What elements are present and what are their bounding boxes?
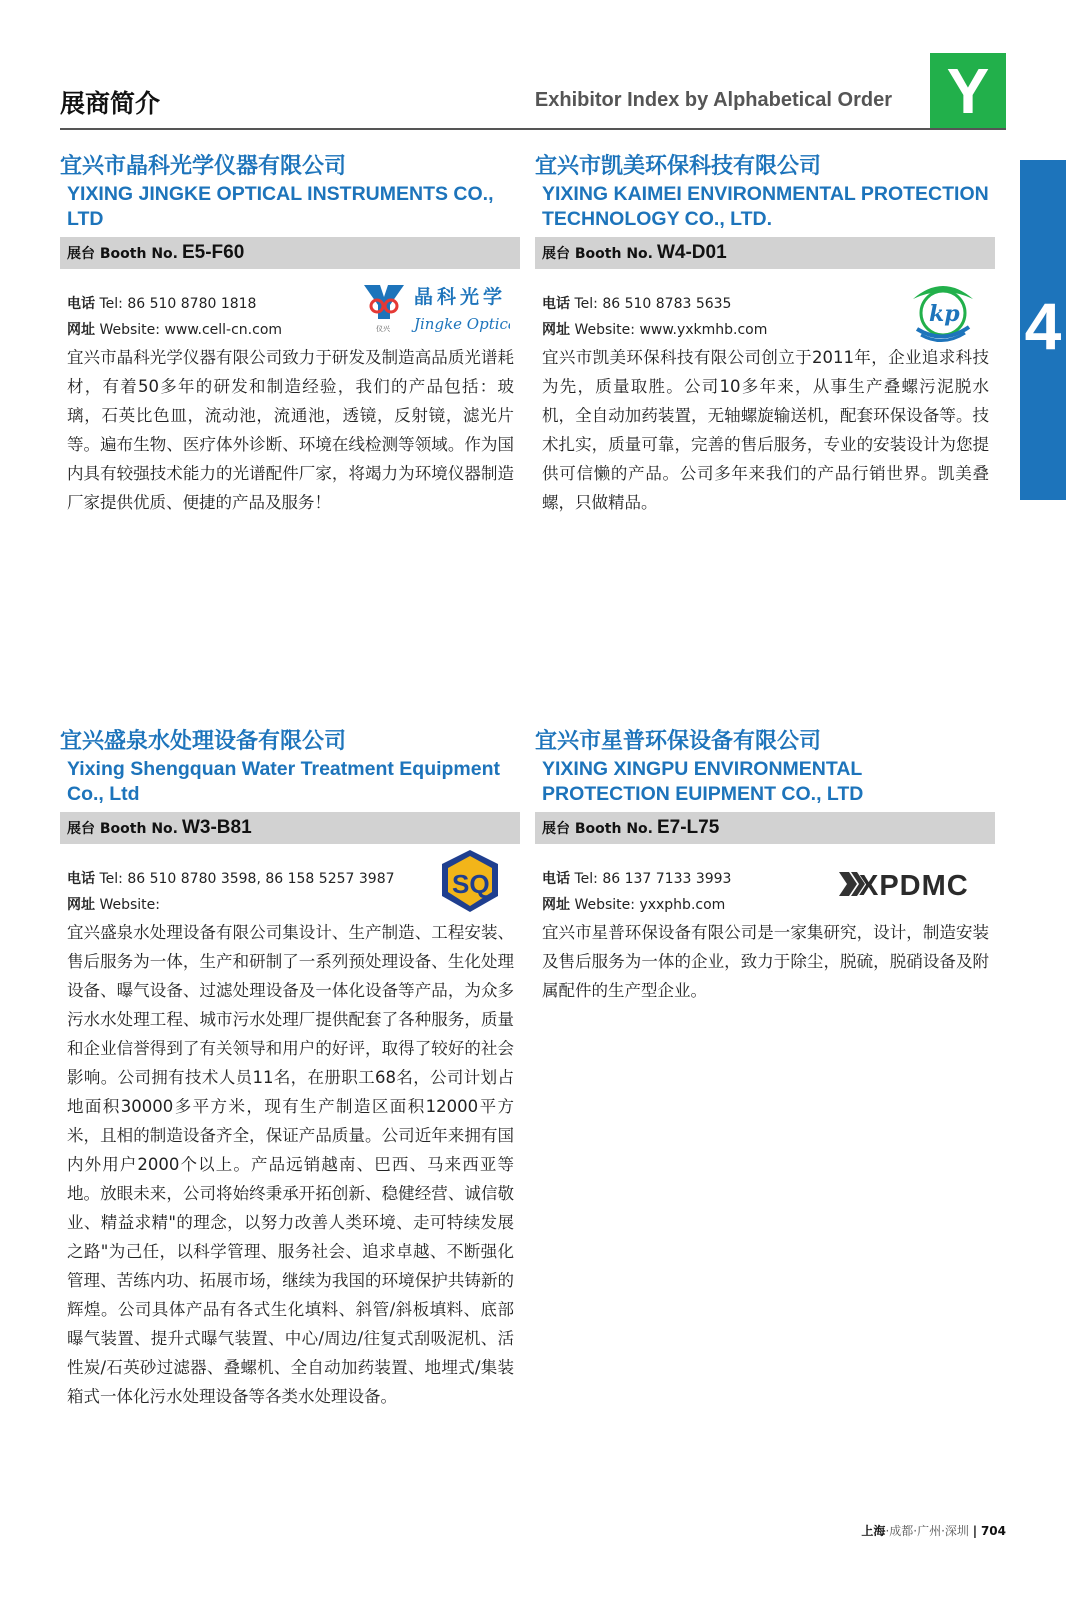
shengquan-logo <box>438 848 502 916</box>
booth-number: W3-B81 <box>181 817 252 838</box>
page-title: 展商简介 <box>60 89 161 118</box>
website-link[interactable]: www.cell-cn.com <box>164 322 283 338</box>
company-description: 宜兴市晶科光学仪器有限公司致力于研发及制造高品质光谱耗材，有着50多年的研发和制造经验，我们的产品包括：玻璃，石英比色皿，流动池，流通池，透镜，反射镜，滤光片等。遍布生物、医疗体外诊断、环境在线检测等领域。作为国内具有较强技术能力的光谱配件厂家，将竭力为环境仪器制造厂家提供优质、便捷的产品及服务！ <box>67 348 514 512</box>
booth-bar: 展台 Booth No. E5-F60 <box>60 237 520 269</box>
booth-bar: 展台 Booth No. W4-D01 <box>535 237 995 269</box>
website-link[interactable]: yxxphb.com <box>639 897 726 913</box>
contact-block <box>535 844 995 918</box>
tel-line: 电话 Tel: 86 510 8780 3598, 86 158 5257 3987 <box>67 871 395 887</box>
contact-block <box>535 269 995 343</box>
website-line: 网址 Website: www.yxkmhb.com <box>542 322 768 338</box>
tel-value: 86 510 8780 1818 <box>127 296 257 312</box>
website-line: 网址 Website: yxxphb.com <box>542 897 726 913</box>
tel-value: 86 137 7133 3993 <box>602 871 732 887</box>
xpdmc-logo-icon <box>837 864 977 904</box>
index-subtitle: Exhibitor Index by Alphabetical Order <box>534 89 892 111</box>
company-name-en: YIXING XINGPU ENVIRONMENTAL PROTECTION EUIPMENT CO., LTD <box>542 758 864 805</box>
tel-line: 电话 Tel: 86 510 8780 1818 <box>67 296 257 312</box>
svg-text:晶科光学: 晶科光学 <box>414 286 507 308</box>
website-line: 网址 Website: <box>67 897 160 913</box>
section-tab <box>1020 160 1066 500</box>
booth-bar: 展台 Booth No. E7-L75 <box>535 812 995 844</box>
shengquan-logo-icon <box>438 848 502 916</box>
exhibitor-card-jingke <box>60 152 520 517</box>
svg-text:kp: kp <box>929 301 960 327</box>
company-name-en: YIXING JINGKE OPTICAL INSTRUMENTS CO., LTD <box>67 183 494 230</box>
website-line: 网址 Website: www.cell-cn.com <box>67 322 283 338</box>
company-description: 宜兴盛泉水处理设备有限公司集设计、生产制造、工程安装、售后服务为一体，生产和研制了一系列预处理设备、生化处理设备、曝气设备、过滤处理设备及一体化设备等产品，为众多污水水处理工程、城市污水处理厂提供配套了各种服务，质量和企业信誉得到了有关领导和用户的好评，取得了较好的社会影响。公司拥有技术人员11名，在册职工68名，公司计划占地面积30000多平方米，现有生产制造区面积12000平方米，且相的制造设备齐全，保证产品质量。公司近年来拥有国内外用户2000个以上。产品远销越南、巴西、马来西亚等地。放眼未来，公司将始终秉承开拓创新、稳健经营、诚信敬业、精益求精"的理念，以努力改善人类环境、走可特续发展之路"为己任，以科学管理、服务社会、追求卓越、不断强化管理、苦练内功、拓展市场，继续为我国的环境保护共铸新的辉煌。公司具体产品有各式生化填料、斜管/斜板填料、底部曝气装置、提升式曝气装置、中心/周边/往复式刮吸泥机、活性炭/石英砂过滤器、叠螺机、全自动加药装置、地埋式/集装箱式一体化污水处理设备等各类水处理设备。 <box>67 923 514 1406</box>
booth-number: E7-L75 <box>656 817 720 838</box>
booth-number: E5-F60 <box>181 242 245 263</box>
footer-cities: ·成都·广州·深圳 <box>885 1524 969 1538</box>
xpdmc-logo <box>837 864 977 904</box>
tel-value: 86 510 8780 3598, 86 158 5257 3987 <box>127 871 395 887</box>
svg-text:SQ: SQ <box>452 869 490 899</box>
company-description: 宜兴市星普环保设备有限公司是一家集研究，设计，制造安装及售后服务为一体的企业，致力于除尘，脱硫，脱硝设备及附属配件的生产型企业。 <box>542 923 989 1000</box>
company-description: 宜兴市凯美环保科技有限公司创立于2011年，企业追求科技为先，质量取胜。公司10多年来，从事生产叠螺污泥脱水机，全自动加药装置，无轴螺旋输送机，配套环保设备等。技术扎实，质量可靠，完善的售后服务，专业的安装设计为您提供可信懒的产品。公司多年来我们的产品行销世界。凯美叠螺，只做精品。 <box>542 348 989 512</box>
company-name-cn: 宜兴盛泉水处理设备有限公司 <box>60 729 347 754</box>
jingke-logo-icon <box>360 279 510 335</box>
svg-text:仪兴: 仪兴 <box>376 325 390 333</box>
tel-line: 电话 Tel: 86 137 7133 3993 <box>542 871 732 887</box>
booth-bar: 展台 Booth No. W3-B81 <box>60 812 520 844</box>
header-divider <box>60 128 1006 130</box>
contact-block <box>60 844 520 918</box>
exhibitor-card-kaimei <box>535 152 995 517</box>
section-number: 4 <box>1024 289 1062 363</box>
kaimei-logo <box>907 273 979 343</box>
page-number: 704 <box>980 1524 1006 1538</box>
tel-value: 86 510 8783 5635 <box>602 296 732 312</box>
contact-block <box>60 269 520 343</box>
company-name-cn: 宜兴市晶科光学仪器有限公司 <box>60 154 347 179</box>
exhibitor-card-shengquan <box>60 727 520 1411</box>
tel-line: 电话 Tel: 86 510 8783 5635 <box>542 296 732 312</box>
company-name-en: Yixing Shengquan Water Treatment Equipment Co., Ltd <box>67 758 501 805</box>
svg-text:XPDMC: XPDMC <box>859 870 969 902</box>
website-link[interactable]: www.yxkmhb.com <box>639 322 768 338</box>
kaimei-logo-icon <box>907 273 979 343</box>
footer-city-main: 上海 <box>861 1524 886 1538</box>
booth-number: W4-D01 <box>656 242 727 263</box>
company-name-cn: 宜兴市凯美环保科技有限公司 <box>535 154 822 179</box>
company-name-cn: 宜兴市星普环保设备有限公司 <box>535 729 822 754</box>
jingke-logo <box>360 279 510 335</box>
alphabet-letter-badge: Y <box>930 53 1006 129</box>
page-footer: 上海·成都·广州·深圳 | 704 <box>861 1524 1006 1538</box>
exhibitor-card-xingpu <box>535 727 995 1005</box>
svg-text:Jingke Optica: Jingke Optica <box>414 315 510 333</box>
company-name-en: YIXING KAIMEI ENVIRONMENTAL PROTECTION TECHNOLOGY CO., LTD. <box>542 183 989 230</box>
